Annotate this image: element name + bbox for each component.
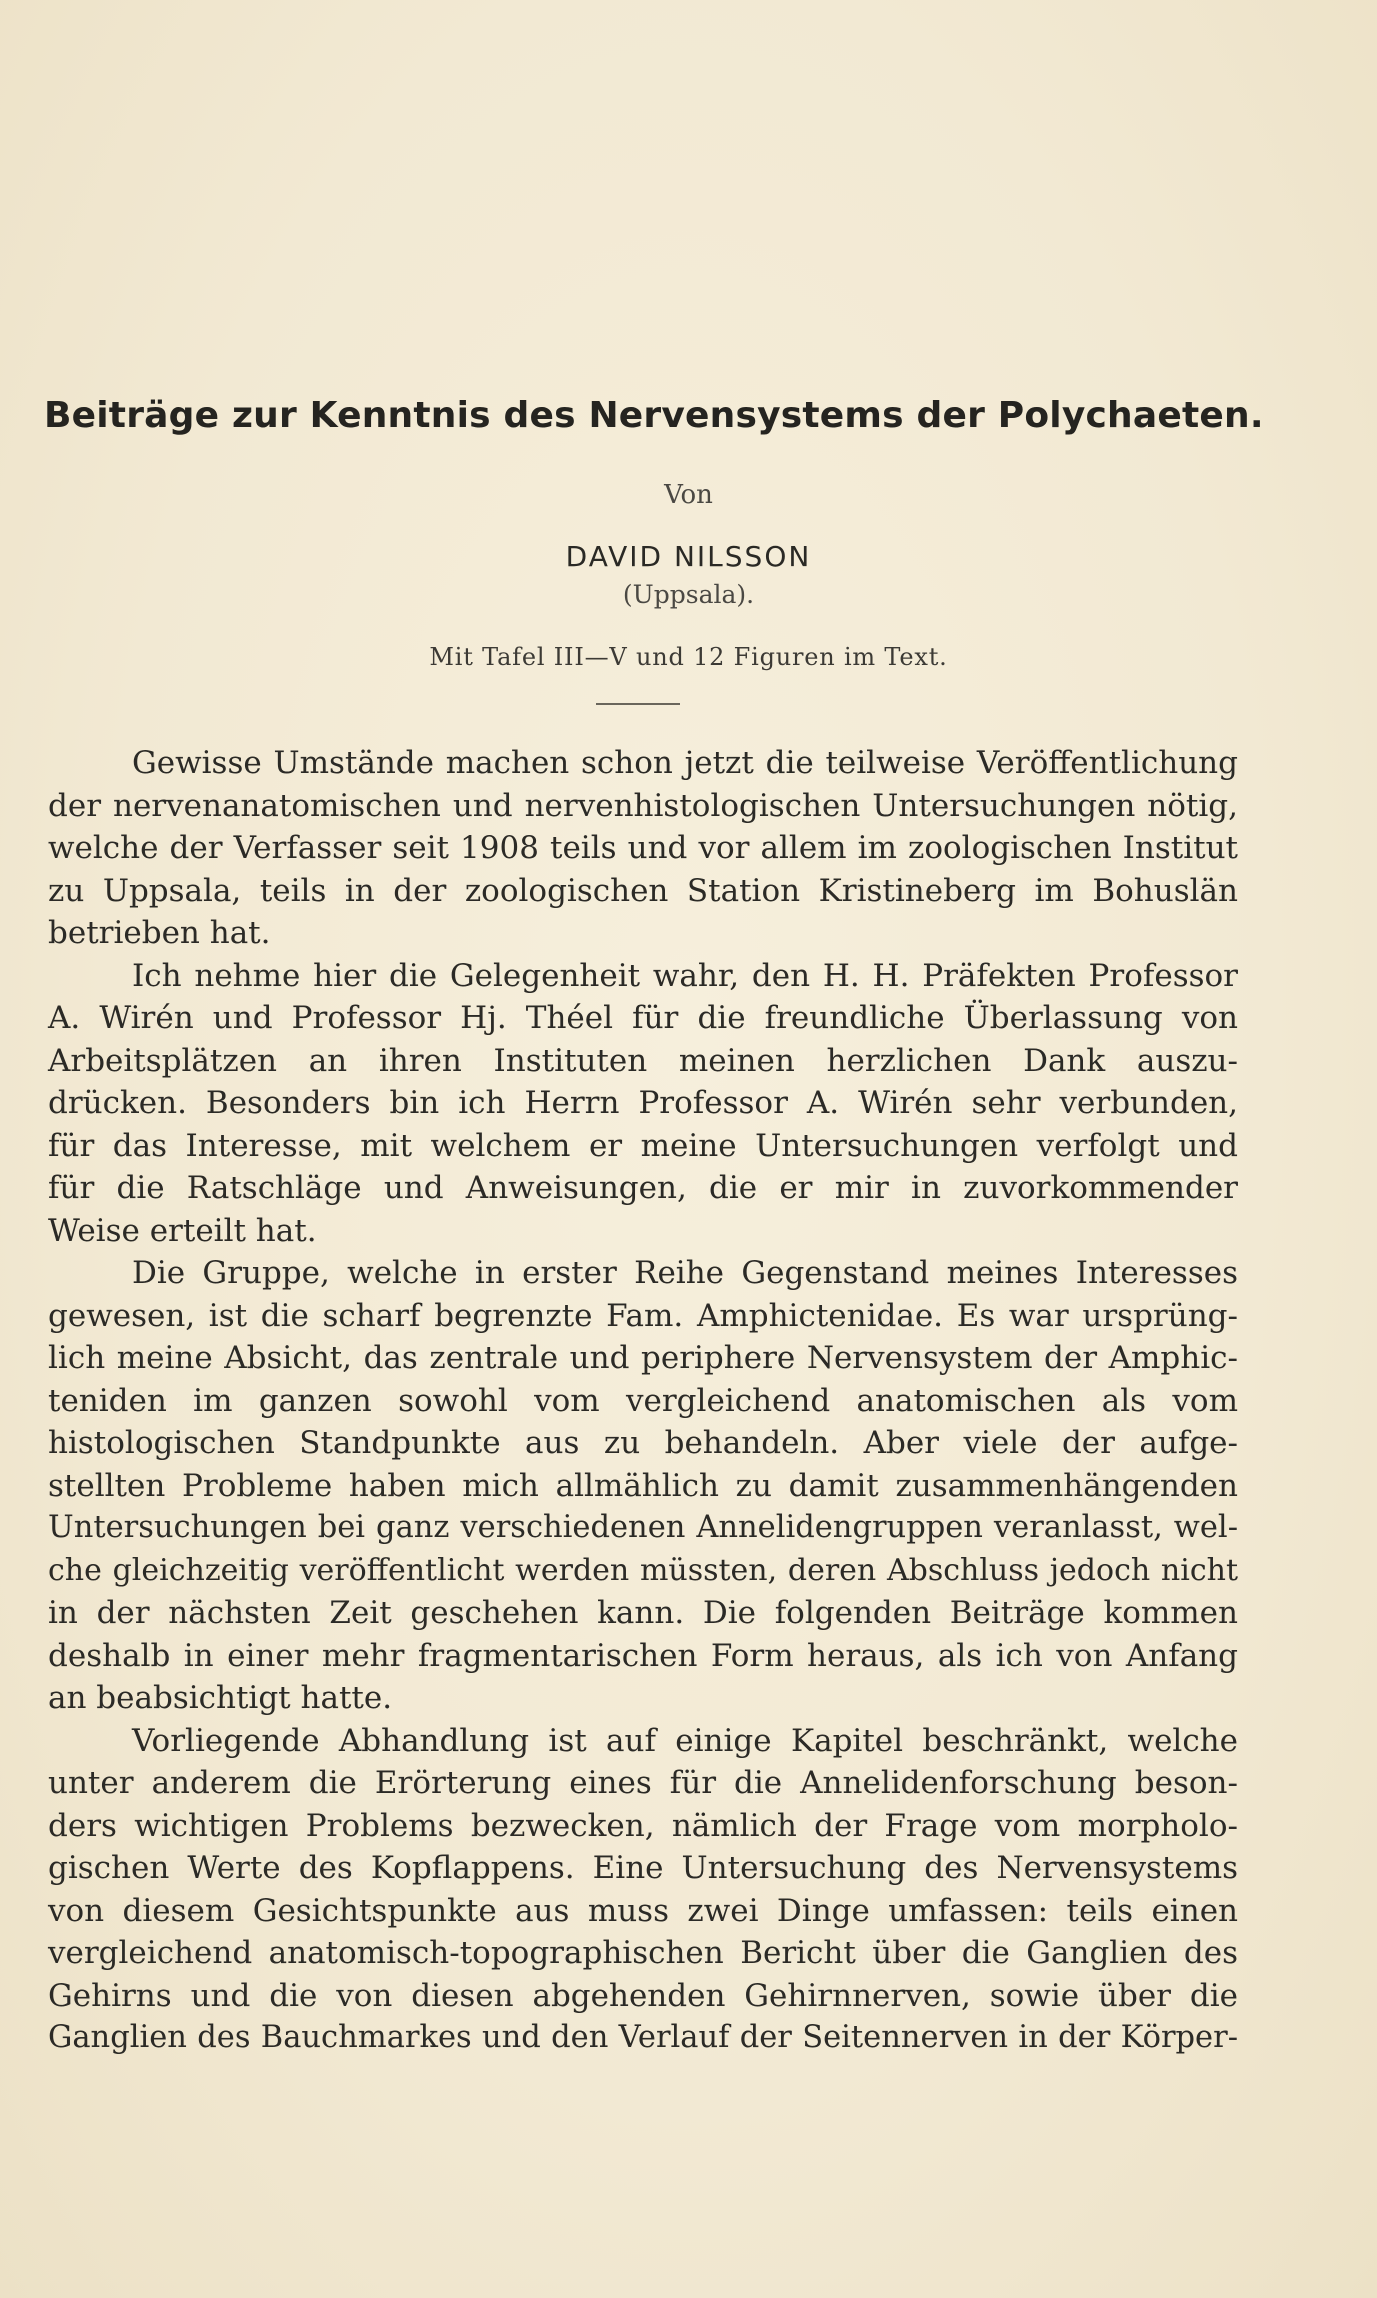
text-line: drücken. Besonders bin ich Herrn Professor A. Wirén sehr verbunden,	[48, 1085, 1238, 1121]
text-line: an beabsichtigt hatte.	[48, 1680, 393, 1716]
text-line: Arbeitsplätzen an ihren Instituten meinen herzlichen Dank auszu-	[48, 1042, 1238, 1079]
text-line: betrieben hat.	[48, 915, 271, 951]
text-line: Weise erteilt hat.	[48, 1212, 317, 1249]
text-line: lich meine Absicht, das zentrale und periphere Nervensystem der Amphic-	[48, 1340, 1238, 1376]
text-line: histologischen Standpunkte aus zu behandeln. Aber viele der aufge-	[48, 1425, 1238, 1461]
text-line: Gewisse Umstände machen schon jetzt die teilweise Veröffentlichung	[132, 745, 1238, 781]
text-line: Gehirns und die von diesen abgehenden Gehirnnerven, sowie über die	[48, 1977, 1238, 2014]
text-line: für das Interesse, mit welchem er meine Untersuchungen verfolgt und	[48, 1127, 1238, 1164]
text-line: Ich nehme hier die Gelegenheit wahr, den H. H. Präfekten Professor	[132, 957, 1238, 994]
text-line: vergleichend anatomisch-topographischen Bericht über die Ganglien des	[48, 1935, 1238, 1971]
text-line: teniden im ganzen sowohl vom vergleichend anatomischen als vom	[48, 1382, 1238, 1419]
text-line: Vorliegende Abhandlung ist auf einige Kapitel beschränkt, welche	[132, 1722, 1238, 1759]
text-line: stellten Probleme haben mich allmählich zu damit zusammenhängenden	[48, 1467, 1238, 1504]
text-line: unter anderem die Erörterung eines für die Annelidenforschung beson-	[48, 1765, 1238, 1801]
text-line: Ganglien des Bauchmarkes und den Verlauf der Seitennerven in der Körper-	[48, 2020, 1238, 2055]
text-line: Die Gruppe, welche in erster Reihe Gegenstand meines Interesses	[132, 1255, 1238, 1291]
text-line: deshalb in einer mehr fragmentarischen Form heraus, als ich von Anfang	[48, 1637, 1238, 1674]
text-line: in der nächsten Zeit geschehen kann. Die folgenden Beiträge kommen	[48, 1595, 1238, 1631]
text-line: zu Uppsala, teils in der zoologischen Station Kristineberg im Bohuslän	[48, 872, 1238, 909]
text-line: von diesem Gesichtspunkte aus muss zwei Dinge umfassen: teils einen	[48, 1892, 1238, 1929]
text-line: ders wichtigen Problems bezwecken, nämlich der Frage vom morpholo-	[48, 1807, 1238, 1844]
text-line: der nervenanatomischen und nervenhistologischen Untersuchungen nötig,	[48, 787, 1238, 824]
text-line: gewesen, ist die scharf begrenzte Fam. Amphictenidae. Es war ursprüng-	[48, 1297, 1238, 1334]
text-line: für die Ratschläge und Anweisungen, die er mir in zuvorkommender	[48, 1170, 1238, 1206]
author-affiliation: (Uppsala).	[622, 580, 755, 609]
author-name: DAVID NILSSON	[565, 540, 812, 573]
article-title: Beiträge zur Kenntnis des Nervensystems der Polychaeten.	[44, 395, 1264, 436]
body-text	[48, 742, 1238, 2060]
section-divider	[596, 703, 680, 705]
text-line: gischen Werte des Kopflappens. Eine Untersuchung des Nervensystems	[48, 1850, 1238, 1886]
text-line: A. Wirén und Professor Hj. Théel für die freundliche Überlassung von	[48, 1000, 1238, 1036]
text-line: che gleichzeitig veröffentlicht werden müssten, deren Abschluss jedoch nicht	[48, 1552, 1238, 1588]
plates-note: Mit Tafel III—V und 12 Figuren im Text.	[429, 643, 948, 671]
byline-von: Von	[664, 480, 713, 510]
text-line: welche der Verfasser seit 1908 teils und vor allem im zoologischen Institut	[48, 830, 1238, 866]
text-line: Untersuchungen bei ganz verschiedenen Annelidengruppen veranlasst, wel-	[48, 1510, 1238, 1545]
